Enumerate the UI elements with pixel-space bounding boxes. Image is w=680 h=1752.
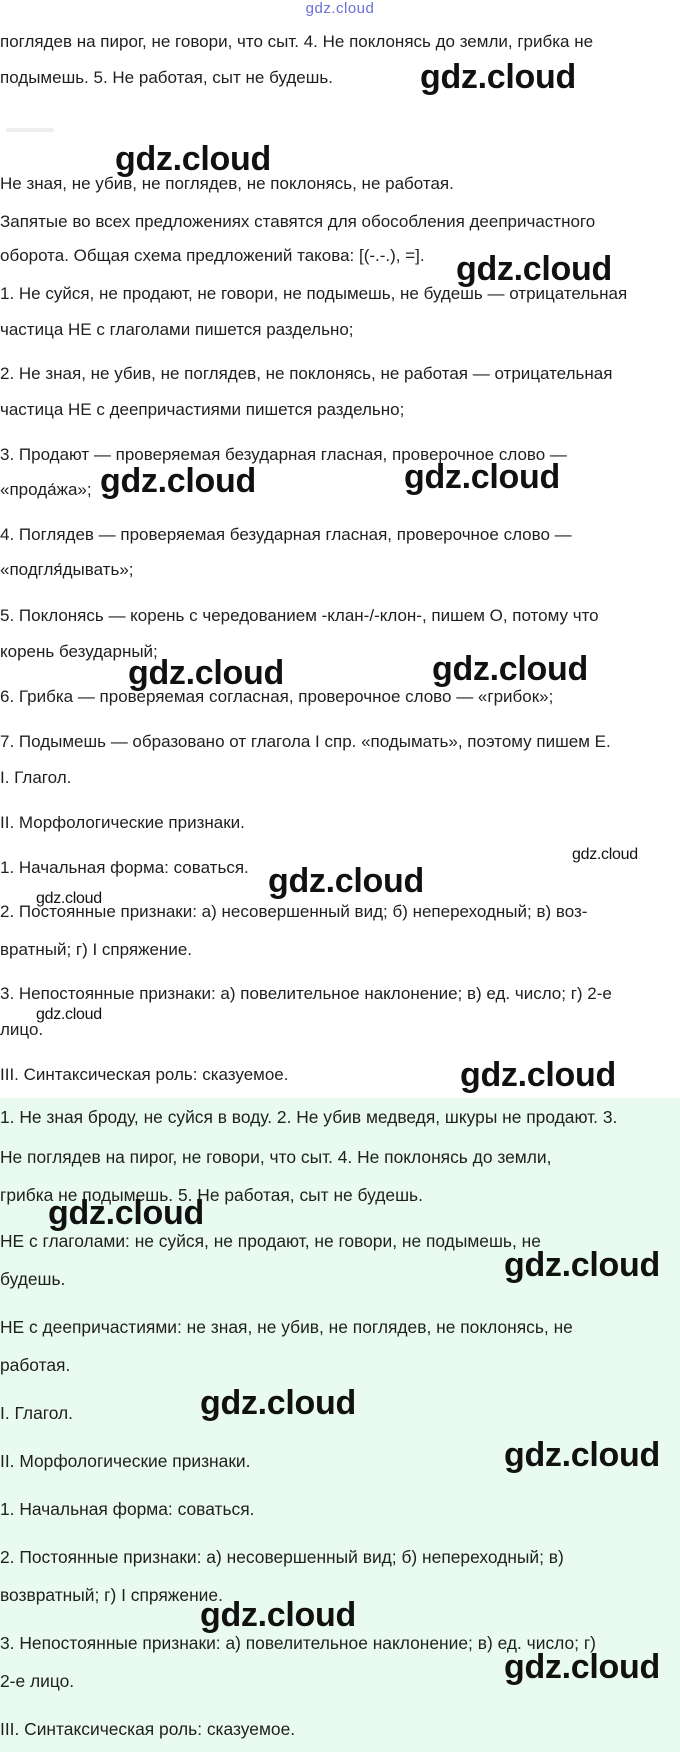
watermark: gdz.cloud xyxy=(268,862,424,900)
text-line: 1. Не суйся, не продают, не говори, не подымешь, не будешь — отрицательная xyxy=(0,284,628,303)
watermark: gdz.cloud xyxy=(100,462,256,500)
text-line: корень безударный; xyxy=(0,642,158,661)
text-line: лицо. xyxy=(0,1020,44,1039)
text-line: Запятые во всех предложениях ставятся для обособления деепричастного xyxy=(0,212,596,231)
text-line: НЕ с глаголами: не суйся, не продают, не говори, не подымешь, не xyxy=(0,1231,541,1251)
text-line: II. Морфологические признаки. xyxy=(0,1451,251,1471)
watermark: gdz.cloud xyxy=(432,650,588,688)
text-line: I. Глагол. xyxy=(0,768,72,787)
watermark: gdz.cloud xyxy=(36,1006,102,1023)
watermark: gdz.cloud xyxy=(456,250,612,288)
text-line: грибка не подымешь. 5. Не работая, сыт не будешь. xyxy=(0,1185,423,1205)
watermark: gdz.cloud xyxy=(128,654,284,692)
text-line: возвратный; г) I спряжение. xyxy=(0,1585,223,1605)
text-line: I. Глагол. xyxy=(0,1403,73,1423)
text-line: вратный; г) I спряжение. xyxy=(0,940,192,959)
text-line: 5. Поклонясь — корень с чередованием -клан-/-клон-, пишем О, потому что xyxy=(0,606,599,625)
watermark: gdz.cloud xyxy=(200,1596,356,1634)
text-line: работая. xyxy=(0,1355,71,1375)
watermark: gdz.cloud xyxy=(36,890,102,907)
site-watermark-header: gdz.cloud xyxy=(305,0,375,17)
watermark: gdz.cloud xyxy=(504,1648,660,1686)
text-line: подымешь. 5. Не работая, сыт не будешь. xyxy=(0,68,333,87)
text-line: 2. Не зная, не убив, не поглядев, не поклонясь, не работая — отрицательная xyxy=(0,364,613,383)
text-line: «подгля́дывать»; xyxy=(0,560,134,579)
watermark: gdz.cloud xyxy=(420,58,576,96)
watermark: gdz.cloud xyxy=(572,846,638,863)
watermark: gdz.cloud xyxy=(504,1246,660,1284)
text-line: поглядев на пирог, не говори, что сыт. 4. Не поклонясь до земли, грибка не xyxy=(0,32,594,51)
text-line: Не поглядев на пирог, не говори, что сыт. 4. Не поклонясь до земли, xyxy=(0,1147,552,1167)
text-line: 2. Постоянные признаки: а) несовершенный вид; б) непереходный; в) воз- xyxy=(0,902,588,921)
text-line: 2-е лицо. xyxy=(0,1671,75,1691)
text-line: частица НЕ с глаголами пишется раздельно; xyxy=(0,320,354,339)
watermark: gdz.cloud xyxy=(48,1194,204,1232)
text-line: оборота. Общая схема предложений такова: [(-.-.), =]. xyxy=(0,246,425,265)
text-line: II. Морфологические признаки. xyxy=(0,813,245,832)
watermark: gdz.cloud xyxy=(200,1384,356,1422)
text-line: НЕ с деепричастиями: не зная, не убив, не поглядев, не поклонясь, не xyxy=(0,1317,573,1337)
text-line: «прода́жа»; xyxy=(0,480,92,499)
text-line: частица НЕ с деепричастиями пишется раздельно; xyxy=(0,400,405,419)
text-line: Не зная, не убив, не поглядев, не поклонясь, не работая. xyxy=(0,174,454,193)
text-line: 3. Непостоянные признаки: а) повелительное наклонение; в) ед. число; г) xyxy=(0,1633,596,1653)
text-line: III. Синтаксическая роль: сказуемое. xyxy=(0,1719,296,1739)
text-line: III. Синтаксическая роль: сказуемое. xyxy=(0,1065,289,1084)
text-line: 6. Грибка — проверяемая согласная, проверочное слово — «грибок»; xyxy=(0,687,554,706)
watermark: gdz.cloud xyxy=(504,1436,660,1474)
text-line: 3. Продают — проверяемая безударная гласная, проверочное слово — xyxy=(0,445,567,464)
divider xyxy=(6,128,54,132)
text-line: 1. Не зная броду, не суйся в воду. 2. Не убив медведя, шкуры не продают. 3. xyxy=(0,1107,618,1127)
text-line: 1. Начальная форма: соваться. xyxy=(0,858,249,877)
text-line: 4. Поглядев — проверяемая безударная гласная, проверочное слово — xyxy=(0,525,572,544)
watermark: gdz.cloud xyxy=(460,1056,616,1094)
text-line: 7. Подымешь — образовано от глагола I спр. «подымать», поэтому пишем Е. xyxy=(0,732,611,751)
text-line: 2. Постоянные признаки: а) несовершенный вид; б) непереходный; в) xyxy=(0,1547,564,1567)
text-line: будешь. xyxy=(0,1269,66,1289)
text-line: 1. Начальная форма: соваться. xyxy=(0,1499,255,1519)
text-line: 3. Непостоянные признаки: а) повелительное наклонение; в) ед. число; г) 2-е xyxy=(0,984,612,1003)
watermark: gdz.cloud xyxy=(115,140,271,178)
watermark: gdz.cloud xyxy=(404,458,560,496)
